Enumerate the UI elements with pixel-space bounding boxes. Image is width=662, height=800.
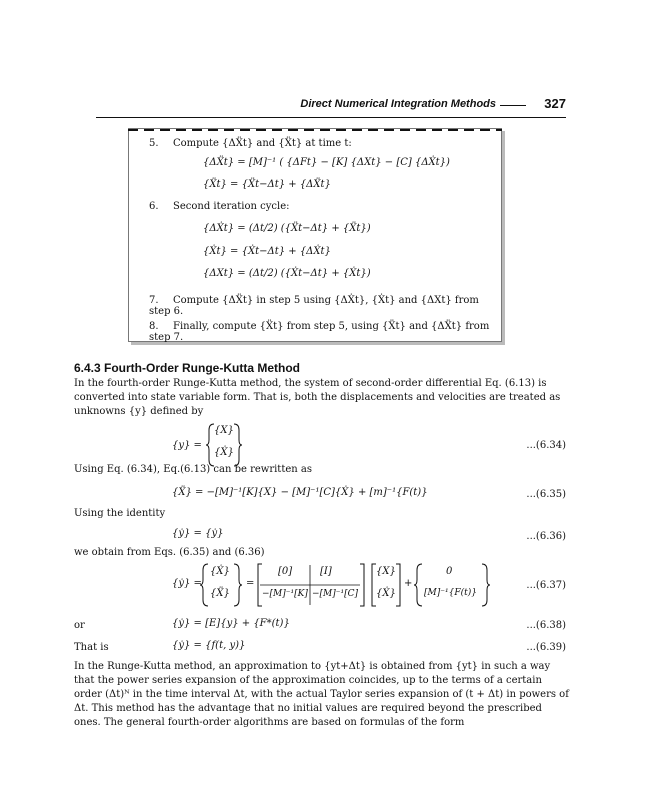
eq637-m21: −[M]⁻¹[K] [262,589,308,599]
section-heading: 6.4.3 Fourth-Order Runge-Kutta Method [74,361,300,375]
page-number: 327 [544,96,566,111]
eq639-number: ...(6.39) [526,642,566,653]
eq637-m11: [0] [278,566,293,577]
eq639: {ẏ} = {f(t, y)} [172,640,246,651]
eq635-number: ...(6.35) [526,489,566,500]
or-label: or [74,620,85,631]
eq638: {ẏ} = [E]{y} + {F*(t)} [172,618,290,629]
step5-equation-2: {Ẍt} = {Ẍt−Δt} + {ΔẌt} [203,179,331,190]
eq636-number: ...(6.36) [526,531,566,542]
step5-equation-1: {ΔẌt} = [M]⁻¹ ( {ΔFt} − [K] {ΔXt} − [C] {ΔẊt}) [203,157,450,168]
using-text: Using Eq. (6.34), Eq.(6.13) can be rewritten as [74,464,312,475]
eq634-lhs: {y} = [172,440,202,451]
eq637-equals: = [246,578,255,589]
step-8: 8. Finally, compute {Ẍt} from step 5, using {Ẍt} and {ΔẌt} from step 7. [149,321,490,343]
eq637-lhs: {ẏ} = [172,578,202,589]
eq636: {ẏ} = {ẏ} [172,528,224,539]
eq634-bottom: {Ẋ} [214,447,234,458]
step6-equation-2: {Ẋt} = {Ẋt−Δt} + {ΔẊt} [203,246,331,257]
running-title: Direct Numerical Integration Methods [300,98,496,110]
eq637-plus: + [404,578,413,589]
eq637-number: ...(6.37) [526,580,566,591]
eq635: {Ẍ} = −[M]⁻¹[K]{X} − [M]⁻¹[C]{Ẋ} + [m]⁻¹{F(t)} [172,487,428,498]
header-dash [500,105,526,106]
eq637-v2-top: {X} [376,566,396,577]
obtain-text: we obtain from Eqs. (6.35) and (6.36) [74,547,265,558]
eq638-number: ...(6.38) [526,620,566,631]
step-6: 6. Second iteration cycle: [149,201,290,212]
thatis-label: That is [74,642,109,653]
eq634-number: ...(6.34) [526,440,566,451]
intro-paragraph: In the fourth-order Runge-Kutta method, the system of second-order differential Eq. (6.13) is converted into state variable form. That is, both the displacements and velocities are treated as unknowns {y} defined by [74,378,561,417]
box-dashed-border [128,129,502,131]
eq637-m12: [I] [320,566,332,577]
eq637-v1-bottom: {Ẍ} [210,588,230,599]
eq637-v2-bottom: {Ẋ} [376,588,396,599]
eq637-v1-top: {Ẋ} [210,566,230,577]
closing-paragraph: In the Runge-Kutta method, an approximation to {yt+Δt} is obtained from {yt} in such a way that the power series expansion of the approximation coincides, up to the terms of a certain order (Δt)ᴺ in the time interval Δt, with the actual Taylor series expansion of (t + Δt) in powers of Δt. This method has the advantage that no initial values are required beyond the prescribed ones. The general fourth-order algorithms are based on formulas of the form [74,661,569,728]
eq637-v3-bottom: [M]⁻¹{F(t)} [424,588,477,598]
eq634-top: {X} [214,425,234,436]
eq637-m22: −[M]⁻¹[C] [312,589,359,599]
running-header [96,96,566,118]
eq637-v3-top: 0 [446,566,453,577]
step6-equation-3: {ΔXt} = (Δt/2) ({Ẋt−Δt} + {Ẋt}) [203,268,371,279]
step6-equation-1: {ΔẊt} = (Δt/2) ({Ẍt−Δt} + {Ẍt}) [203,223,371,234]
header-rule [96,117,566,118]
algorithm-box [128,128,502,342]
identity-text: Using the identity [74,508,166,519]
step-7: 7. Compute {ΔẌt} in step 5 using {ΔẊt}, {Ẋt} and {ΔXt} from step 6. [149,295,479,317]
step-5: 5. Compute {ΔẌt} and {Ẍt} at time t: [149,138,352,149]
